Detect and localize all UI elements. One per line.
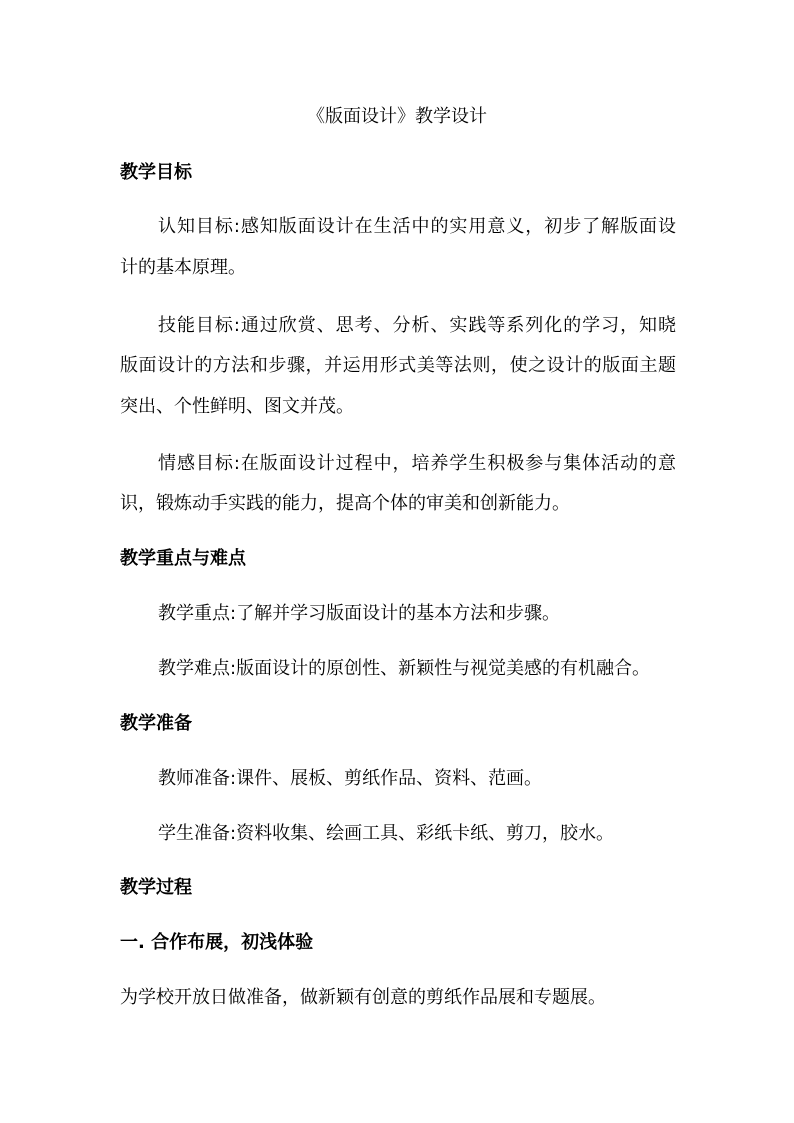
- emotion-goal-line-1: 情感目标:在版面设计过程中，培养学生积极参与集体活动的意: [158, 453, 676, 474]
- emotion-goal-line-2: 识，锻炼动手实践的能力，提高个体的审美和创新能力。: [120, 493, 570, 514]
- section-heading-key-points: 教学重点与难点: [120, 548, 246, 569]
- section-heading-process: 教学过程: [120, 877, 192, 898]
- student-preparation: 学生准备:资料收集、绘画工具、彩纸卡纸、剪刀，胶水。: [158, 823, 615, 844]
- skill-goal-line-1: 技能目标:通过欣赏、思考、分析、实践等系列化的学习，知晓: [158, 315, 676, 336]
- skill-goal-line-2: 版面设计的方法和步骤，并运用形式美等法则，使之设计的版面主题: [120, 355, 676, 376]
- document-title: 《版面设计》教学设计: [307, 106, 487, 127]
- teaching-difficulty: 教学难点:版面设计的原创性、新颖性与视觉美感的有机融合。: [158, 658, 651, 679]
- process-step-1-heading: 一. 合作布展，初浅体验: [120, 932, 314, 953]
- teacher-preparation: 教师准备:课件、展板、剪纸作品、资料、范画。: [158, 768, 543, 789]
- cognitive-goal-line-2: 计的基本原理。: [120, 257, 246, 278]
- cognitive-goal-line-1: 认知目标:感知版面设计在生活中的实用意义，初步了解版面设: [158, 216, 676, 237]
- section-heading-preparation: 教学准备: [120, 713, 192, 734]
- section-heading-goals: 教学目标: [120, 162, 192, 183]
- skill-goal-line-3: 突出、个性鲜明、图文并茂。: [120, 396, 354, 417]
- teaching-focus: 教学重点:了解并学习版面设计的基本方法和步骤。: [158, 603, 561, 624]
- process-step-1-text: 为学校开放日做准备，做新颖有创意的剪纸作品展和专题展。: [120, 987, 606, 1008]
